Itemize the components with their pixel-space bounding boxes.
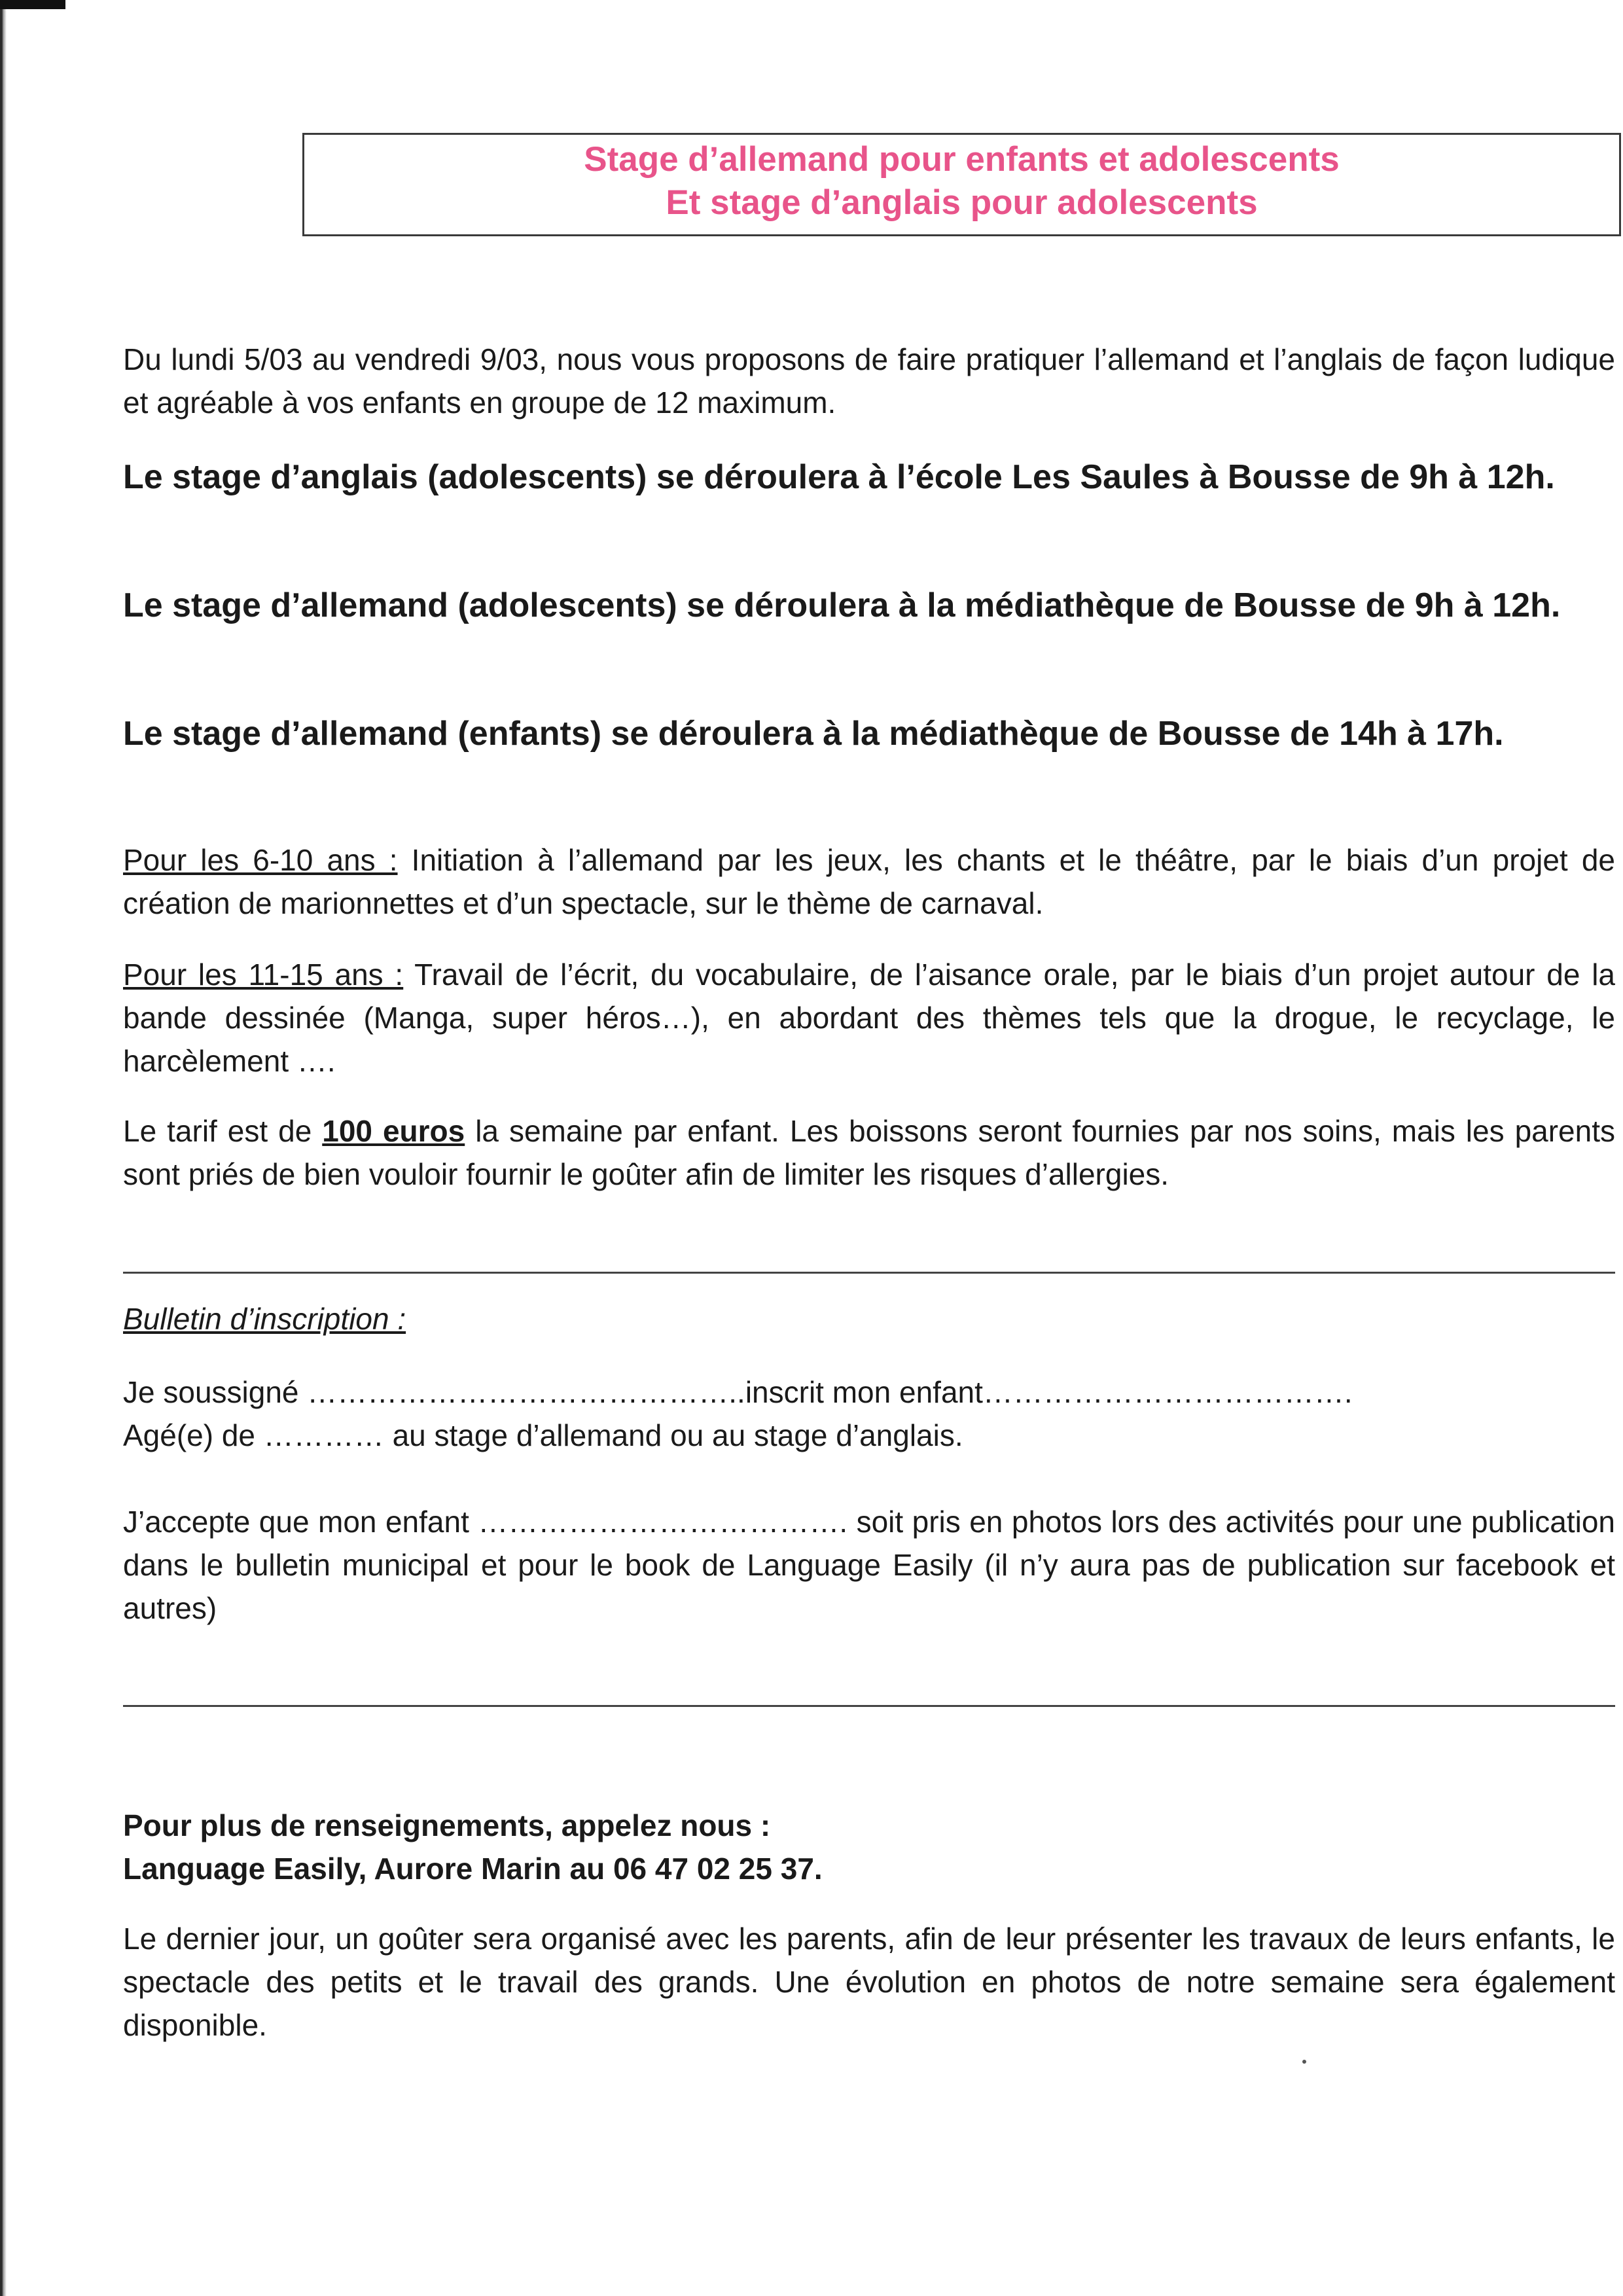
title-line-2: Et stage d’anglais pour adolescents — [666, 183, 1258, 222]
schedule-german-teens: Le stage d’allemand (adolescents) se déroulera à la médiathèque de Bousse de 9h à 12h. — [123, 586, 1561, 624]
form-heading — [123, 1297, 1615, 1340]
photo-consent: J’accepte que mon enfant ………………………………. soit pris en photos lors des activités pour une publication dans le bulletin municipal et pour le book de Language Easily (il n’y aura pas de publication sur facebook et autres) — [123, 1505, 1615, 1625]
closing-paragraph: Le dernier jour, un goûter sera organisé avec les parents, afin de leur présenter les travaux de leurs enfants, le spectacle des petits et le travail des grands. Une évolution en photos de notre semaine sera également disponible. — [123, 1922, 1615, 2042]
contact-line-1: Pour plus de renseignements, appelez nous : — [123, 1808, 771, 1842]
scan-corner-mark — [0, 0, 65, 9]
age-group-11-15-label: Pour les 11-15 ans : — [123, 958, 404, 992]
age-group-6-10 — [123, 838, 1615, 925]
age-group-6-10-label: Pour les 6-10 ans : — [123, 843, 398, 877]
age-group-11-15 — [123, 953, 1615, 1083]
intro-paragraph: Du lundi 5/03 au vendredi 9/03, nous vous proposons de faire pratiquer l’allemand et l’anglais de façon ludique et agréable à vos enfants en groupe de 12 maximum. — [123, 342, 1615, 420]
separator-bottom — [123, 1705, 1615, 1707]
title-box — [302, 133, 1621, 236]
scan-edge — [0, 0, 7, 2296]
form-fields — [123, 1371, 1615, 1457]
form-heading-text: Bulletin d’inscription : — [123, 1302, 406, 1336]
scan-speck — [1302, 2060, 1306, 2064]
age-group-11-15-text: Travail de l’écrit, du vocabulaire, de l’aisance orale, par le biais d’un projet autour de la bande dessinée (Manga, super héros…), en abordant des thèmes tels que la drogue, le recyclage, le harcèlement …. — [123, 958, 1615, 1078]
separator-top — [123, 1272, 1615, 1274]
form-line-name: Je soussigné ……………………………………..inscrit mon enfant………………………………. — [123, 1375, 1353, 1409]
price-paragraph — [123, 1109, 1615, 1196]
age-group-6-10-text: Initiation à l’allemand par les jeux, les chants et le théâtre, par le biais d’un projet de création de marionnettes et d’un spectacle, sur le thème de carnaval. — [123, 843, 1615, 920]
price-before: Le tarif est de — [123, 1114, 323, 1148]
price-after: la semaine par enfant. Les boissons seront fournies par nos soins, mais les parents sont priés de bien vouloir fournir le goûter afin de limiter les risques d’allergies. — [123, 1114, 1615, 1191]
contact-block — [123, 1804, 1615, 1890]
title-line-1: Stage d’allemand pour enfants et adolescents — [584, 140, 1340, 179]
form-line-age: Agé(e) de ………… au stage d’allemand ou au stage d’anglais. — [123, 1418, 963, 1452]
contact-line-2: Language Easily, Aurore Marin au 06 47 02 25 37. — [123, 1852, 823, 1886]
price-amount: 100 euros — [322, 1114, 465, 1148]
schedule-german-children: Le stage d’allemand (enfants) se déroulera à la médiathèque de Bousse de 14h à 17h. — [123, 715, 1504, 753]
schedule-english-teens: Le stage d’anglais (adolescents) se déroulera à l’école Les Saules à Bousse de 9h à 12h. — [123, 458, 1555, 496]
